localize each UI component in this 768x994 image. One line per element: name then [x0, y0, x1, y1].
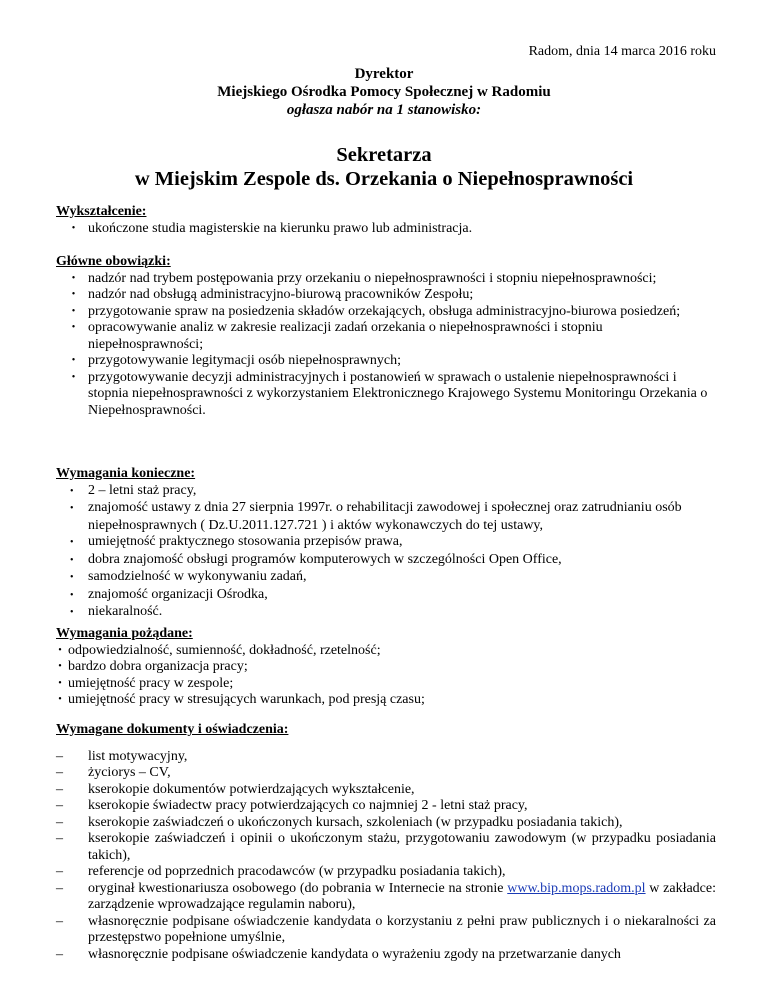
- section-documents: [56, 722, 716, 963]
- dash-icon: –: [56, 913, 63, 929]
- bullet-icon: •: [70, 589, 74, 601]
- list-item: • umiejętność pracy w zespole;: [56, 676, 716, 693]
- section-title: Wymagane dokumenty i oświadczenia:: [56, 722, 289, 737]
- dash-icon: –: [56, 748, 63, 764]
- bullet-icon: •: [70, 607, 74, 618]
- list-item: – kserokopie zaświadczeń i opinii o ukończonym stażu, przygotowaniu zawodowym (w przypadku posiadania takich),: [56, 831, 716, 863]
- position-title: Sekretarza: [336, 144, 432, 166]
- dash-icon: –: [56, 864, 63, 879]
- list-item: • 2 – letni staż pracy,: [56, 483, 716, 501]
- list-item: – oryginał kwestionariusza osobowego (do pobrania w Internecie na stronie www.bip.mops.radom.pl w zakładce: zarządzenie wprowadzające regulamin naboru),: [56, 880, 716, 912]
- bullet-icon: •: [58, 661, 62, 672]
- dash-icon: –: [56, 798, 63, 813]
- list-item: • umiejętność praktycznego stosowania przepisów prawa,: [56, 534, 716, 552]
- list-item: • przygotowywanie decyzji administracyjnych i postanowień w sprawach o ustalenie niepełnosprawności i stopnia niepełnosprawności z wykorzystaniem Elektronicznego Krajowego Systemu Monitoringu Orzekania o Niepełnosprawności.: [56, 370, 716, 420]
- section-duties: [56, 254, 716, 419]
- list-item: – własnoręcznie podpisane oświadczenie kandydata o korzystaniu z pełni praw publicznych i o niekaralności za przestępstwo popełnione umyślnie,: [56, 913, 716, 945]
- bullet-icon: •: [70, 554, 74, 566]
- dash-icon: –: [56, 814, 63, 830]
- section-desired: [56, 626, 716, 709]
- dash-icon: –: [56, 781, 63, 797]
- header-institution: Miejskiego Ośrodka Pomocy Społecznej w Radomiu: [217, 84, 551, 100]
- list-item: • dobra znajomość obsługi programów komputerowych w szczególności Open Office,: [56, 552, 716, 570]
- bullet-icon: •: [58, 677, 62, 689]
- bullet-icon: •: [71, 371, 76, 383]
- list-item: • nadzór nad trybem postępowania przy orzekaniu o niepełnosprawności i stopniu niepełnosprawności;: [56, 271, 716, 288]
- list-item: • nadzór nad obsługą administracyjno-biurową pracowników Zespołu;: [56, 287, 716, 304]
- bullet-icon: •: [71, 222, 76, 234]
- position-unit: w Miejskim Zespole ds. Orzekania o Niepełnosprawności: [134, 168, 634, 190]
- dash-icon: –: [56, 831, 63, 846]
- list-item: • niekaralność.: [56, 604, 716, 622]
- bullet-icon: •: [70, 485, 74, 497]
- dash-icon: –: [56, 765, 63, 780]
- bullet-icon: •: [71, 305, 76, 317]
- section-title: Wymagania konieczne:: [56, 466, 196, 481]
- bullet-icon: •: [71, 289, 76, 300]
- bullet-icon: •: [70, 537, 74, 548]
- bullet-icon: •: [71, 322, 76, 333]
- header-director: Dyrektor: [354, 66, 414, 82]
- header-announcement: ogłasza nabór na 1 stanowisko:: [286, 102, 482, 118]
- list-item: • samodzielność w wykonywaniu zadań,: [56, 569, 716, 587]
- bullet-icon: •: [70, 572, 74, 583]
- document-date: Radom, dnia 14 marca 2016 roku: [528, 44, 716, 59]
- list-item: • umiejętność pracy w stresujących warunkach, pod presją czasu;: [56, 692, 716, 709]
- education-list: [56, 221, 716, 238]
- list-item: • ukończone studia magisterskie na kierunku prawo lub administracja.: [56, 221, 716, 238]
- list-item: • przygotowywanie legitymacji osób niepełnosprawnych;: [56, 353, 716, 370]
- list-item: – życiorys – CV,: [56, 765, 171, 780]
- bullet-icon: •: [58, 694, 62, 705]
- required-list: [56, 483, 716, 622]
- section-education: [56, 204, 716, 237]
- section-required: [56, 466, 716, 622]
- list-item: • znajomość ustawy z dnia 27 sierpnia 1997r. o rehabilitacji zawodowej i społecznej oraz zatrudnianiu osób niepełnosprawnych ( Dz.U.2011.127.721 ) i aktów wykonawczych do tej ustawy,: [70, 500, 682, 533]
- list-item: – kserokopie świadectw pracy potwierdzających co najmniej 2 - letni staż pracy,: [56, 798, 528, 813]
- documents-list: [56, 749, 716, 964]
- list-item: • znajomość organizacji Ośrodka,: [56, 587, 716, 605]
- bullet-icon: •: [58, 644, 62, 656]
- section-title: Wymagania pożądane:: [56, 626, 193, 641]
- dash-icon: –: [56, 880, 63, 896]
- dash-icon: –: [56, 946, 63, 962]
- list-item: • opracowywanie analiz w zakresie realizacji zadań orzekania o niepełnosprawności i stopniu niepełnosprawności;: [56, 320, 716, 353]
- desired-list: [56, 643, 716, 709]
- bullet-icon: •: [71, 272, 76, 284]
- list-item: – kserokopie dokumentów potwierdzających wykształcenie,: [56, 781, 415, 797]
- bip-link[interactable]: www.bip.mops.radom.pl: [507, 880, 646, 896]
- bullet-icon: •: [70, 503, 74, 514]
- list-item: – list motywacyjny,: [56, 748, 188, 764]
- list-item: – referencje od poprzednich pracodawców (w przypadku posiadania takich),: [56, 864, 506, 879]
- list-item: – własnoręcznie podpisane oświadczenie kandydata o wyrażeniu zgody na przetwarzanie danych: [56, 946, 621, 962]
- bullet-icon: •: [71, 355, 76, 366]
- list-item: • przygotowanie spraw na posiedzenia składów orzekających, obsługa administracyjno-biurowa posiedzeń;: [56, 304, 716, 321]
- section-title: Główne obowiązki:: [56, 254, 171, 269]
- list-item: • bardzo dobra organizacja pracy;: [56, 659, 716, 676]
- list-item: – kserokopie zaświadczeń o ukończonych kursach, szkoleniach (w przypadku posiadania takich),: [56, 814, 623, 830]
- section-title: Wykształcenie:: [56, 204, 147, 219]
- list-item: • odpowiedzialność, sumienność, dokładność, rzetelność;: [56, 643, 716, 660]
- duties-list: [56, 271, 716, 420]
